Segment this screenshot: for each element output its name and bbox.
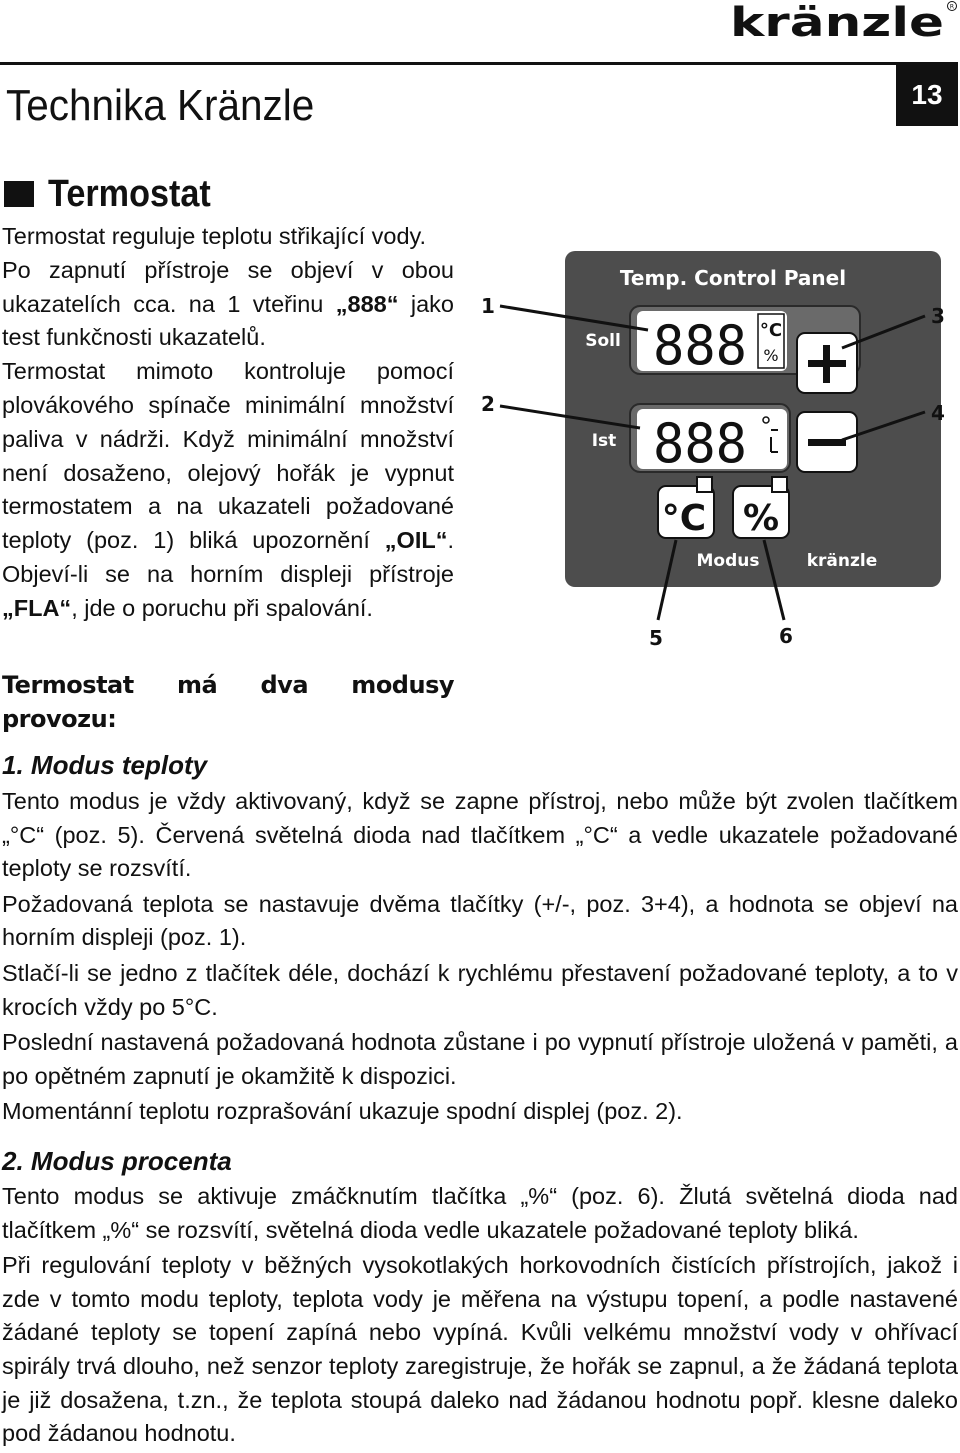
svg-text:kränzle: kränzle (730, 0, 944, 42)
section-title: Termostat (48, 173, 211, 215)
mode1-heading: 1. Modus teploty (2, 750, 208, 780)
display-bottom-value: 888 (653, 412, 747, 475)
callout-5: 5 (649, 626, 663, 650)
mode1-paragraph: Poslední nastavená požadovaná hodnota zůstane i po vypnutí přístroje uložená v paměti, a po opětném zapnutí je okamžitě k dispozici. (2, 1029, 958, 1089)
mode2-paragraph: Při regulování teploty v běžných vysokotlakých horkovodních čistících přístrojích, jakož i zde v tomto modu teploty, teplota vody je měřena na výstupu topení, a podle nastavené žádané teploty se topení zapíná nebo vypíná. Kvůli velkému množství vody v ohřívací spirály trvá dlouho, než senzor teploty zaregistruje, že hořák se zapnul, a že žádaná teplota je již dosažena, t.zn., že teplota stoupá daleko nad žádanou hodnotu popř. klesne daleko pod žádanou hodnotu. (2, 1252, 958, 1447)
modes-heading-continued: provozu: (2, 705, 117, 733)
page-number: 13 (896, 64, 958, 126)
mode2-paragraph: Tento modus se aktivuje zmáčknutím tlačítka „%“ (poz. 6). Žlutá světelná dioda nad tlačítkem „%“ se rozsvítí, světelná dioda vedle ukazatele požadované teploty bliká. (2, 1183, 958, 1243)
modes-heading: Termostat má dva modusy (2, 671, 454, 699)
mode2-heading: 2. Modus procenta (2, 1146, 232, 1176)
mode1-paragraph: Tento modus je vždy aktivovaný, když se zapne přístroj, nebo může být zvolen tlačítkem „°C“ (poz. 5). Červená světelná dioda nad tlačítkem „°C“ a vedle ukazatele požadované teploty se rozsvítí. (2, 788, 958, 882)
svg-text:R: R (949, 3, 955, 11)
callout-2: 2 (481, 392, 495, 416)
intro-paragraph: Po zapnutí přístroje se objeví v obou ukazatelích cca. na 1 vteřinu „888“ jako test funkčnosti ukazatelů. (2, 256, 455, 351)
page-title: Technika Kränzle (6, 81, 315, 130)
mode2-text (2, 1180, 958, 1453)
intro-paragraph: Termostat mimoto kontroluje pomocí plovákového spínače minimální množství paliva v nádrži. Když minimální množství není dosaženo, olejový hořák je vypnut termostatem a na ukazateli požadované teploty (poz. 1) bliká upozornění „OIL“. Objeví-li se na horním displeji přístroje „FLA“, jde o poruchu při spalování. (2, 358, 454, 621)
unit-percent: % (763, 346, 779, 365)
panel-brand: kränzle (806, 551, 878, 571)
celsius-button-label: °C (661, 498, 707, 539)
mode1-text (2, 785, 958, 1131)
soll-label: Soll (585, 331, 621, 351)
intro-paragraph: Termostat reguluje teplotu střikající vody. (2, 223, 427, 249)
mode1-paragraph: Požadovaná teplota se nastavuje dvěma tlačítky (+/-, poz. 3+4), a hodnota se objeví na horním displeji (poz. 1). (2, 890, 958, 951)
display-top-value: 888 (653, 314, 747, 377)
control-panel-diagram (0, 0, 960, 700)
unit-celsius: °C (759, 320, 783, 341)
callout-3: 3 (931, 304, 945, 328)
panel-title: Temp. Control Panel (619, 266, 847, 290)
mode1-paragraph: Momentánní teplotu rozprašování ukazuje spodní displej (poz. 2). (2, 1098, 683, 1125)
callout-4: 4 (931, 401, 945, 425)
ist-label: Ist (591, 431, 617, 451)
callout-1: 1 (481, 294, 495, 318)
mode1-paragraph: Stlačí-li se jedno z tlačítek déle, dochází k rychlému přestavení požadované teploty, a to v krocích vždy po 5°C. (2, 959, 958, 1020)
callout-6: 6 (779, 624, 793, 648)
percent-button-label: % (742, 498, 780, 539)
modus-label: Modus (696, 551, 760, 571)
